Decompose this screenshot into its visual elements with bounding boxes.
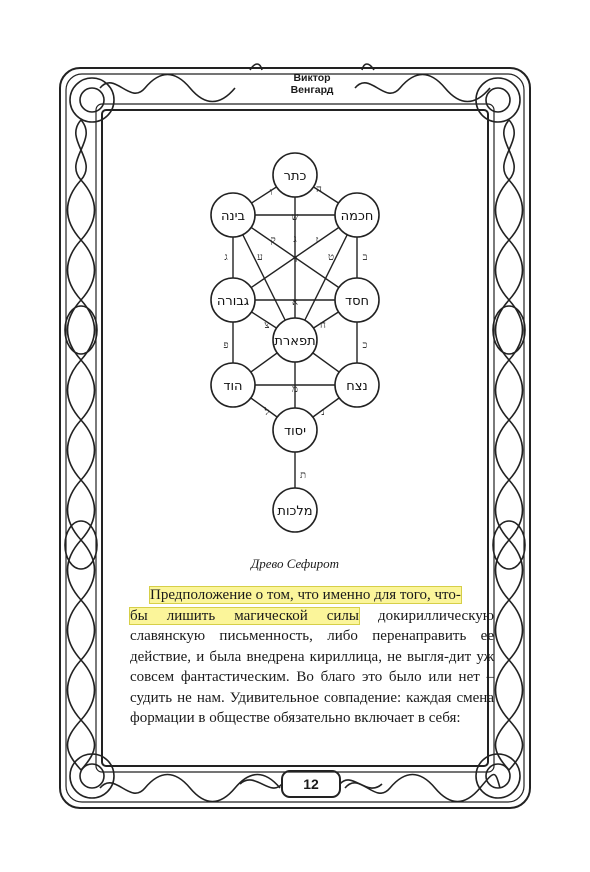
path-letter: ג xyxy=(293,234,297,245)
body-paragraph xyxy=(130,585,494,729)
author-last-name: Венгард xyxy=(290,84,334,96)
path-letter: ו xyxy=(269,187,273,198)
path-letter: ה xyxy=(316,184,322,195)
path-letter: ז xyxy=(315,235,319,246)
sefira-netzach: נצח xyxy=(346,379,368,394)
path-letter: כ xyxy=(362,340,368,351)
figure-caption: Древо Сефирот xyxy=(250,556,340,571)
path-letter: צ xyxy=(264,320,270,331)
path-letter: ש xyxy=(291,212,299,223)
author-first-name: Виктор xyxy=(293,72,331,84)
path-letter: ד xyxy=(292,254,298,265)
path-letter: ת xyxy=(299,470,307,481)
highlighted-text-line2[interactable]: бы лишить магической силы xyxy=(130,607,359,624)
path-letter: ב xyxy=(362,252,368,263)
sefira-chokhmah: חכמה xyxy=(340,209,374,224)
path-letter: ט xyxy=(327,252,335,263)
sefirot-tree-diagram xyxy=(195,140,395,540)
path-letter: מ xyxy=(292,384,298,395)
highlighted-text-line1[interactable]: Предположение о том, что именно для того, что- xyxy=(150,587,461,603)
path-letter: ח xyxy=(320,320,326,331)
sefira-binah: בינה xyxy=(220,209,246,224)
sefira-gevurah: גבורה xyxy=(216,294,250,309)
path-letter: נ xyxy=(321,407,325,418)
path-letter: א xyxy=(291,297,299,308)
sefira-hod: הוד xyxy=(223,379,243,394)
sefira-yesod: יסוד xyxy=(284,424,306,439)
path-letter: פ xyxy=(223,340,229,351)
path-letter: ע xyxy=(257,252,263,263)
author-name xyxy=(262,72,362,96)
path-letter: ק xyxy=(270,235,276,246)
page-number: 12 xyxy=(303,776,319,792)
sefira-keter: כתר xyxy=(283,169,307,184)
sefira-tiferet: תפארת xyxy=(274,334,316,349)
sefira-chesed: חסד xyxy=(344,294,370,309)
path-letter: ל xyxy=(264,407,270,418)
sefira-malkhut: מלכות xyxy=(277,504,313,519)
path-letter: ג xyxy=(224,252,228,263)
paragraph-text: докириллическую славянскую письменность, либо перенаправить ее действие, и была внедрена кириллица, не выгля-дит уж совсем фантастическим. Во благо это было или нет – судить не нам. Удивительное совпадение: каждая смена формации в обществе обязательно включает в себя: xyxy=(130,607,494,726)
